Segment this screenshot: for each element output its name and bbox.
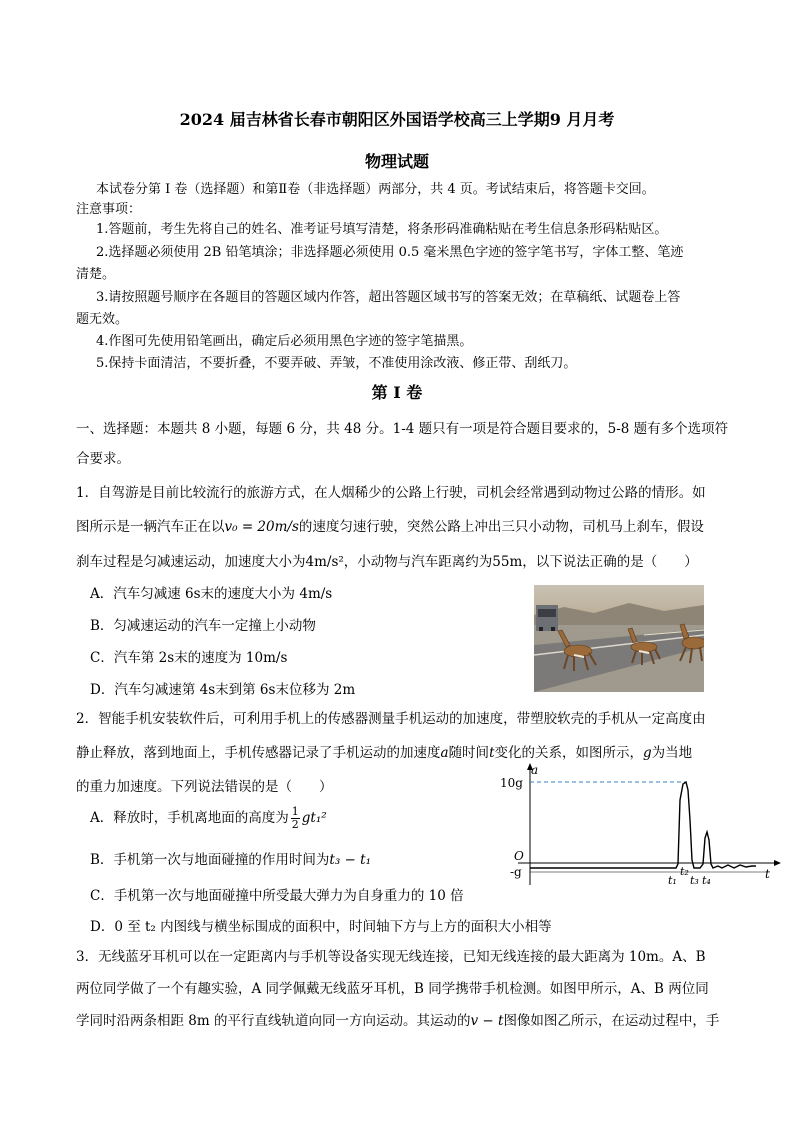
q3-stem: 两位同学做了一个有趣实验，A 同学佩戴无线蓝牙耳机，B 同学携带手机检测。如图甲所示，A、B 两位同 (76, 981, 709, 997)
q1-stem: 图所示是一辆汽车正在以v₀ = 20m/s的速度匀速行驶，突然公路上冲出三只小动物，司机马上刹车，假设 (76, 519, 704, 535)
q2-option-d: D．0 至 t₂ 内图线与横坐标围成的面积中，时间轴下方与上方的面积大小相等 (90, 919, 552, 935)
q1-option-a: A．汽车匀减速 6s末的速度大小为 4m/s (90, 586, 333, 602)
notice-item: 5.保持卡面清洁，不要折叠，不要弄破、弄皱，不准使用涂改液、修正带、刮纸刀。 (96, 356, 577, 371)
notice-item: 题无效。 (76, 312, 129, 327)
x-axis-arrow (774, 860, 781, 866)
section-instructions: 合要求。 (76, 451, 130, 467)
q1-stem: 1．自驾游是目前比较流行的旅游方式，在人烟稀少的公路上行驶，司机会经常遇到动物过公路的情形。如 (76, 485, 706, 501)
section-title: 第 I 卷 (371, 383, 423, 402)
q1-stem: 刹车过程是匀减速运动，加速度大小为4m/s²，小动物与汽车距离约为55m，以下说法正确的是（ ） (76, 554, 698, 570)
q1-speed: v₀ = 20m/s (224, 519, 299, 535)
acceleration-curve (530, 782, 756, 868)
ten-g-label: 10g (500, 776, 523, 790)
origin-label: O (514, 849, 524, 863)
notice-item: 清楚。 (76, 267, 116, 282)
q3-stem: 3．无线蓝牙耳机可以在一定距离内与手机等设备实现无线连接，已知无线连接的最大距离为 10m。A、B (76, 949, 706, 965)
notice-heading: 注意事项： (76, 202, 142, 217)
q1-option-d: D．汽车匀减速第 4s末到第 6s末位移为 2m (90, 682, 356, 698)
exam-title: 2024 届吉林省长春市朝阳区外国语学校高三上学期9 月月考 (179, 110, 615, 129)
t1-label: t₁ (668, 874, 677, 887)
exam-subtitle: 物理试题 (364, 152, 429, 171)
t3-label: t₃ (690, 874, 699, 887)
q2-option-a: A．释放时，手机离地面的高度为 $\frac{1}{2}$ gt₁² (90, 805, 327, 831)
road-animals-photo (534, 585, 704, 692)
notice-item: 2.选择题必须使用 2B 铅笔填涂；非选择题必须使用 0.5 毫米黑色字迹的签字笔书写，字体工整、笔迹 (96, 245, 684, 260)
t4-label: t₄ (702, 874, 711, 887)
x-axis-label: t (765, 867, 770, 881)
q2-stem: 的重力加速度。下列说法错误的是（ ） (76, 779, 333, 795)
q2-stem: 静止释放，落到地面上，手机传感器记录了手机运动的加速度a随时间t变化的关系，如图所示，g为当地 (76, 745, 693, 761)
q3-stem: 学同时沿两条相距 8m 的平行直线轨道向同一方向运动。其运动的v − t图像如图乙所示，在运动过程中，手 (76, 1013, 720, 1029)
section-instructions: 一、选择题：本题共 8 小题，每题 6 分，共 48 分。1-4 题只有一项是符合题目要求的，5-8 题有多个选项符 (76, 421, 729, 437)
notice-item: 3.请按照题号顺序在各题目的答题区域内作答，超出答题区域书写的答案无效；在草稿纸、试题卷上答 (96, 290, 681, 305)
q2-option-c: C．手机第一次与地面碰撞中所受最大弹力为自身重力的 10 倍 (90, 888, 464, 904)
q2-stem: 2．智能手机安装软件后，可利用手机上的传感器测量手机运动的加速度，带塑胶软壳的手机从一定高度由 (76, 711, 706, 727)
y-axis-label: a (531, 763, 539, 777)
q1-accel: 4m/s² (305, 554, 344, 570)
notice-item: 1.答题前，考生先将自己的姓名、准考证号填写清楚，将条形码准确粘贴在考生信息条形码粘贴区。 (96, 222, 668, 237)
q2-option-b: B．手机第一次与地面碰撞的作用时间为t₃ − t₁ (90, 852, 371, 868)
intro-text: 本试卷分第 I 卷（选择题）和第Ⅱ卷（非选择题）两部分，共 4 页。考试结束后，将答题卡交回。 (96, 182, 655, 197)
t2-label: t₂ (680, 865, 689, 878)
notice-item: 4.作图可先使用铅笔画出，确定后必须用黑色字迹的签字笔描黑。 (96, 334, 473, 349)
acceleration-time-graph (500, 760, 790, 890)
neg-g-label: -g (510, 865, 522, 879)
q1-option-c: C．汽车第 2s末的速度为 10m/s (90, 650, 288, 666)
q1-option-b: B．匀减速运动的汽车一定撞上小动物 (90, 618, 316, 634)
